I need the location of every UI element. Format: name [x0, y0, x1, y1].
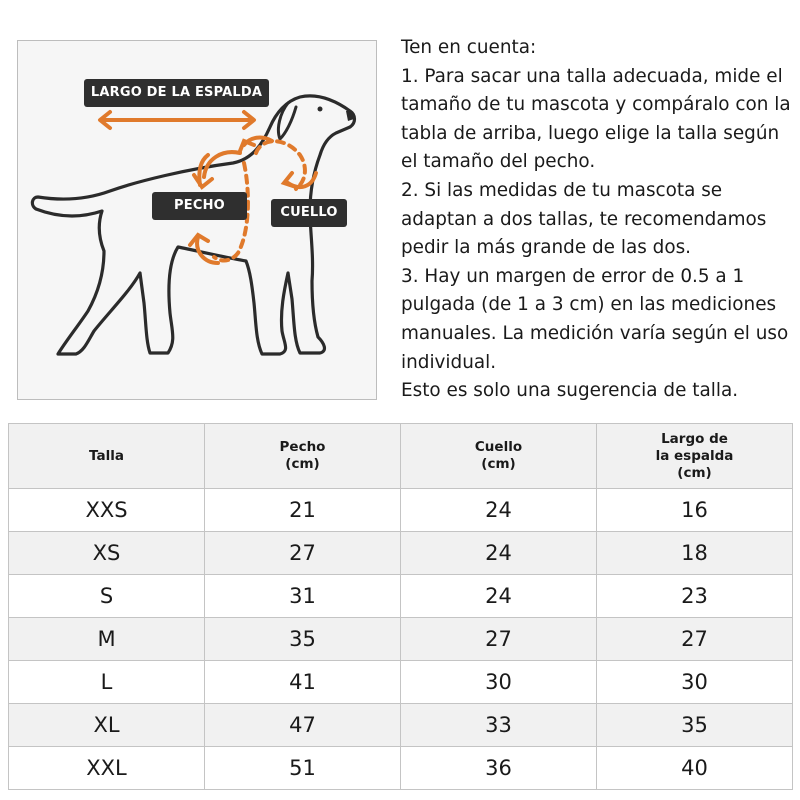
cell-size: XXS [9, 489, 205, 532]
cell-back-length: 27 [597, 618, 793, 661]
cell-size: L [9, 661, 205, 704]
note-item: 3. Hay un margen de error de 0.5 a 1 pulgada (de 1 a 3 cm) en las mediciones manuales. La medición varía según el uso individual. [401, 265, 789, 373]
cell-neck: 30 [401, 661, 597, 704]
note-item: Esto es solo una sugerencia de talla. [401, 380, 739, 402]
neck-label: CUELLO [271, 199, 347, 227]
cell-neck: 33 [401, 704, 597, 747]
cell-neck: 36 [401, 747, 597, 790]
back-length-arrow [100, 112, 254, 128]
cell-size: S [9, 575, 205, 618]
cell-back-length: 16 [597, 489, 793, 532]
cell-chest: 31 [205, 575, 401, 618]
cell-chest: 21 [205, 489, 401, 532]
table-row [9, 747, 793, 790]
sizing-notes [401, 34, 799, 406]
cell-chest: 47 [205, 704, 401, 747]
cell-chest: 41 [205, 661, 401, 704]
cell-back-length: 18 [597, 532, 793, 575]
dog-eye [318, 107, 323, 112]
table-row [9, 618, 793, 661]
cell-neck: 24 [401, 489, 597, 532]
cell-size: M [9, 618, 205, 661]
table-row [9, 575, 793, 618]
table-row [9, 661, 793, 704]
cell-neck: 24 [401, 575, 597, 618]
cell-back-length: 30 [597, 661, 793, 704]
table-row [9, 489, 793, 532]
table-row [9, 704, 793, 747]
table-row [9, 532, 793, 575]
cell-size: XXL [9, 747, 205, 790]
chest-label: PECHO [152, 192, 247, 220]
back-length-label: LARGO DE LA ESPALDA [84, 79, 269, 107]
cell-chest: 35 [205, 618, 401, 661]
cell-chest: 27 [205, 532, 401, 575]
header-size: Talla [9, 424, 205, 489]
cell-back-length: 40 [597, 747, 793, 790]
note-item: 1. Para sacar una talla adecuada, mide el tamaño de tu mascota y compáralo con la tabla de arriba, luego elige la talla según el tamaño del pecho. [401, 65, 791, 173]
table-header-row [9, 424, 793, 489]
header-chest: Pecho (cm) [205, 424, 401, 489]
cell-back-length: 35 [597, 704, 793, 747]
dog-measurement-diagram [17, 40, 377, 400]
cell-neck: 27 [401, 618, 597, 661]
cell-size: XL [9, 704, 205, 747]
header-back-length: Largo de la espalda (cm) [597, 424, 793, 489]
note-item: 2. Si las medidas de tu mascota se adaptan a dos tallas, te recomendamos pedir la más grande de las dos. [401, 179, 767, 259]
header-neck: Cuello (cm) [401, 424, 597, 489]
cell-chest: 51 [205, 747, 401, 790]
cell-neck: 24 [401, 532, 597, 575]
cell-size: XS [9, 532, 205, 575]
neck-measure-loop [240, 138, 316, 189]
cell-back-length: 23 [597, 575, 793, 618]
size-chart-table [8, 423, 793, 790]
notes-heading: Ten en cuenta: [401, 37, 537, 58]
